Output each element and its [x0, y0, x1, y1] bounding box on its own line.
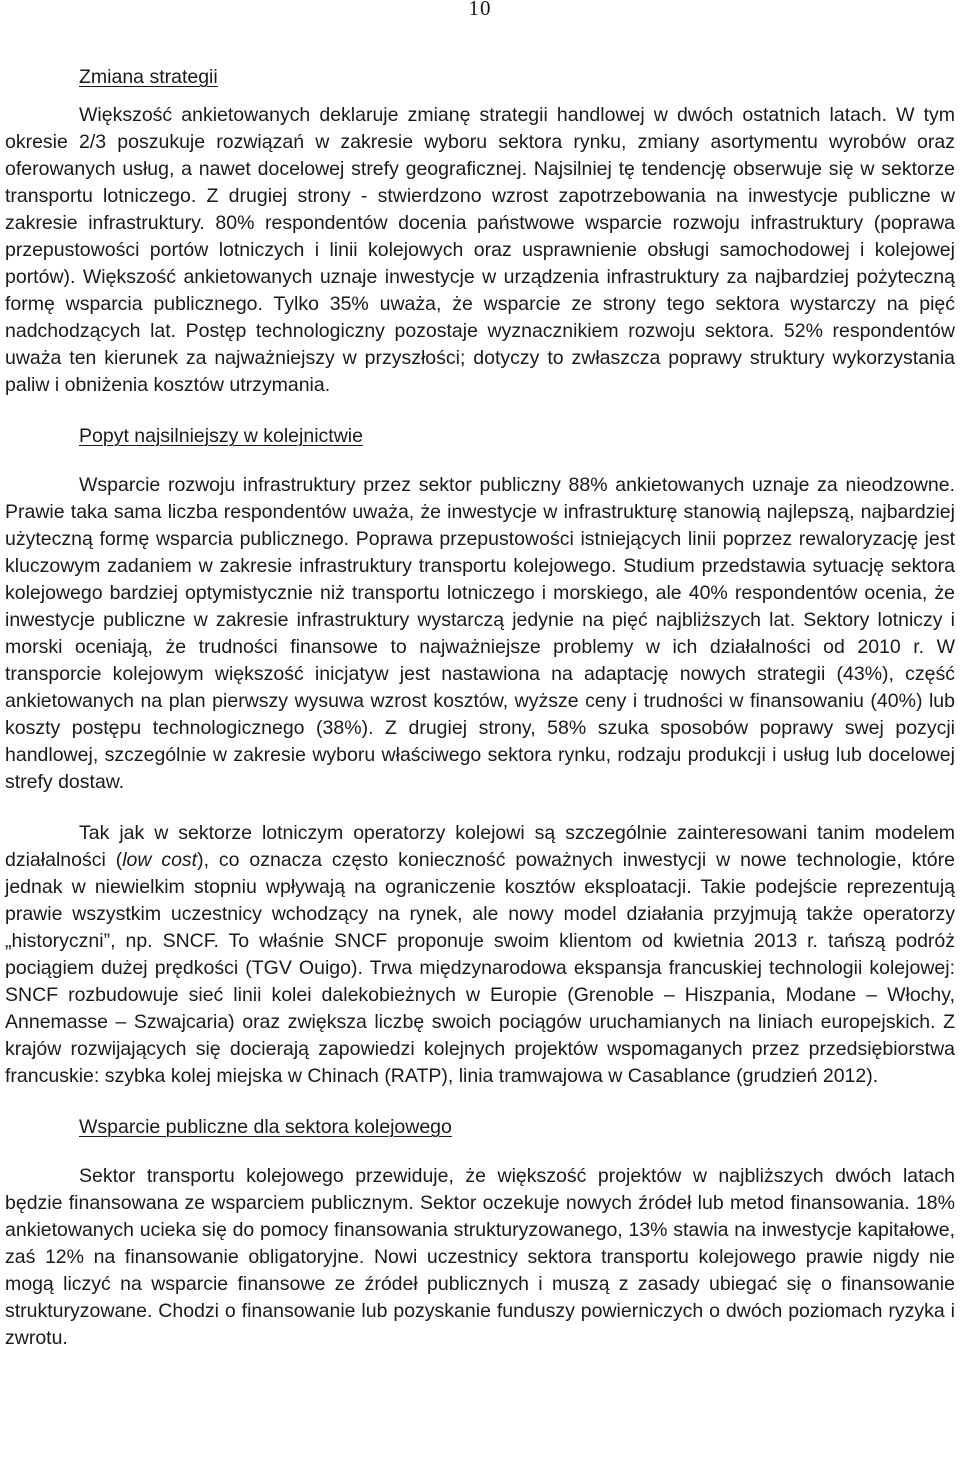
low-cost-term: low cost — [122, 849, 198, 871]
paragraph-popyt-1: Wsparcie rozwoju infrastruktury przez sektor publiczny 88% ankietowanych uznaje za nieodzowne. Prawie taka sama liczba respondentów uważa, że inwestycje w infrastrukturę stanowią najlepszą, najbardziej użyteczną formę wsparcia publicznego. Poprawa przepustowości istniejących linii poprzez rewaloryzację jest kluczowym zadaniem w zakresie infrastruktury transportu kolejowego. Studium przedstawia sytuację sektora kolejowego bardziej optymistycznie niż transportu lotniczego i morskiego, ale 40% respondentów ocenia, że inwestycje publiczne w zakresie infrastruktury wystarczą jedynie na pięć najbliższych lat. Sektory lotniczy i morski oceniają, że trudności finansowe to najważniejsze problemy w ich działalności od 2010 r. W transporcie kolejowym większość inicjatyw jest nastawiona na adaptację nowych strategii (43%), część ankietowanych na plan pierwszy wysuwa wzrost kosztów, wyższe ceny i trudności w finansowaniu (40%) lub koszty postępu technologicznego (38%). Z drugiej strony, 58% szuka sposobów poprawy swej pozycji handlowej, szczególnie w zakresie wyboru właściwego sektora rynku, rodzaju produkcji i usług lub docelowej strefy dostaw. — [5, 474, 955, 793]
paragraph-popyt-2 — [5, 820, 955, 1090]
section-heading-wsparcie-publiczne: Wsparcie publiczne dla sektora kolejowego — [79, 1116, 452, 1138]
section-heading-zmiana-strategii: Zmiana strategii — [79, 66, 218, 88]
paragraph-zmiana-strategii: Większość ankietowanych deklaruje zmianę strategii handlowej w dwóch ostatnich latach. W tym okresie 2/3 poszukuje rozwiązań w zakresie wyboru sektora rynku, zmiany asortymentu wyrobów oraz oferowanych usług, a nawet docelowej strefy geograficznej. Najsilniej tę tendencję obserwuje się w sektorze transportu lotniczego. Z drugiej strony - stwierdzono wzrost zapotrzebowania na inwestycje publiczne w zakresie infrastruktury. 80% respondentów docenia państwowe wsparcie rozwoju infrastruktury (poprawa przepustowości portów lotniczych i linii kolejowych oraz usprawnienie obsługi samochodowej i kolejowej portów). Większość ankietowanych uznaje inwestycje w urządzenia infrastruktury za najbardziej pożyteczną formę wsparcia publicznego. Tylko 35% uważa, że wsparcie ze strony tego sektora wystarczy na pięć nadchodzących lat. Postęp technologiczny pozostaje wyznacznikiem rozwoju sektora. 52% respondentów uważa ten kierunek za najważniejszy w przyszłości; dotyczy to zwłaszcza poprawy struktury wykorzystania paliw i obniżenia kosztów utrzymania. — [5, 104, 955, 396]
paragraph-popyt-2-part-1: Tak jak w sektorze lotniczym operatorzy kolejowi są szczególnie zainteresowani tanim modelem działalności ( — [5, 822, 955, 871]
paragraph-wsparcie-publiczne: Sektor transportu kolejowego przewiduje, że większość projektów w najbliższych dwóch latach będzie finansowana ze wsparciem publicznym. Sektor oczekuje nowych źródeł lub metod finansowania. 18% ankietowanych ucieka się do pomocy finansowania strukturyzowanego, 13% stawia na inwestycje kapitałowe, zaś 12% na finansowanie obligatoryjne. Nowi uczestnicy sektora transportu kolejowego prawie nigdy nie mogą liczyć na wsparcie finansowe ze źródeł publicznych i muszą z zasady ubiegać się o finansowanie strukturyzowane. Chodzi o finansowanie lub pozyskanie funduszy powierniczych o dwóch poziomach ryzyka i zwrotu. — [5, 1165, 955, 1349]
page-number: 10 — [468, 0, 492, 20]
document-body — [5, 64, 955, 1352]
paragraph-popyt-2-part-2: ), co oznacza często konieczność poważnych inwestycji w nowe technologie, które jednak w niewielkim stopniu wpływają na ograniczenie kosztów eksploatacji. Takie podejście reprezentują prawie wszystkim uczestnicy wchodzący na rynek, ale nowy model działania przyjmują także operatorzy „historyczni”, np. SNCF. To właśnie SNCF proponuje swoim klientom od kwietnia 2013 r. tańszą podróż pociągiem dużej prędkości (TGV Ouigo). Trwa międzynarodowa ekspansja francuskiej technologii kolejowej: SNCF rozbudowuje sieć linii kolei dalekobieżnych w Europie (Grenoble – Hiszpania, Modane – Włochy, Annemasse – Szwajcaria) oraz zwiększa liczbę swoich pociągów uruchamianych na liniach europejskich. Z krajów rozwijających się docierają zapowiedzi kolejnych projektów wspomaganych przez przedsiębiorstwa francuskie: szybka kolej miejska w Chinach (RATP), linia tramwajowa w Casablance (grudzień 2012). — [5, 849, 955, 1087]
section-heading-popyt: Popyt najsilniejszy w kolejnictwie — [79, 425, 363, 447]
